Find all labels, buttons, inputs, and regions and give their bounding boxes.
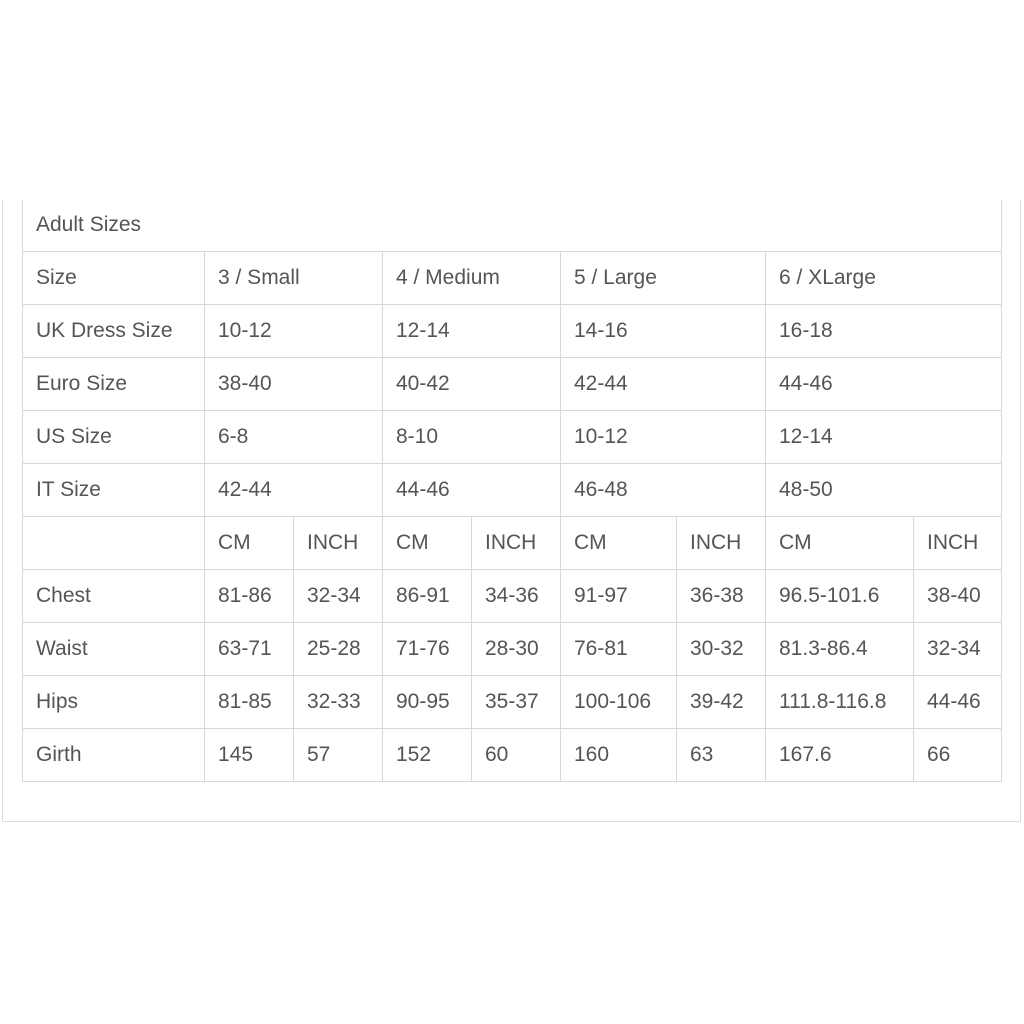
measure-cell: 86-91 [383, 569, 472, 622]
measure-cell: 63 [677, 728, 766, 781]
measure-cell: 167.6 [766, 728, 914, 781]
size-cell: 12-14 [383, 304, 561, 357]
measure-cell: 32-33 [294, 675, 383, 728]
row-label: IT Size [23, 463, 205, 516]
size-cell: 10-12 [561, 410, 766, 463]
size-cell: 14-16 [561, 304, 766, 357]
measure-cell: 66 [914, 728, 1002, 781]
measure-cell: 81-85 [205, 675, 294, 728]
size-cell: 46-48 [561, 463, 766, 516]
row-label: Euro Size [23, 357, 205, 410]
size-cell: 44-46 [766, 357, 1002, 410]
unit-header-cell: INCH [677, 516, 766, 569]
table-caption-row [23, 200, 1002, 251]
measure-cell: 25-28 [294, 622, 383, 675]
unit-header-cell: INCH [294, 516, 383, 569]
size-cell: 10-12 [205, 304, 383, 357]
measure-cell: 30-32 [677, 622, 766, 675]
measure-cell: 60 [472, 728, 561, 781]
measure-cell: 32-34 [914, 622, 1002, 675]
measure-cell: 32-34 [294, 569, 383, 622]
size-cell: 16-18 [766, 304, 1002, 357]
measure-cell: 111.8-116.8 [766, 675, 914, 728]
unit-header-cell: CM [383, 516, 472, 569]
measure-cell: 160 [561, 728, 677, 781]
measure-row [23, 728, 1002, 781]
row-label: US Size [23, 410, 205, 463]
measure-row [23, 569, 1002, 622]
size-cell: 42-44 [205, 463, 383, 516]
size-cell: 8-10 [383, 410, 561, 463]
measure-cell: 38-40 [914, 569, 1002, 622]
measure-cell: 39-42 [677, 675, 766, 728]
unit-header-cell: INCH [914, 516, 1002, 569]
size-row [23, 463, 1002, 516]
size-row [23, 251, 1002, 304]
size-cell: 6 / XLarge [766, 251, 1002, 304]
measure-cell: 35-37 [472, 675, 561, 728]
measure-cell: 81.3-86.4 [766, 622, 914, 675]
measure-cell: 36-38 [677, 569, 766, 622]
measure-cell: 34-36 [472, 569, 561, 622]
size-cell: 48-50 [766, 463, 1002, 516]
measure-cell: 57 [294, 728, 383, 781]
size-cell: 12-14 [766, 410, 1002, 463]
row-label: Waist [23, 622, 205, 675]
measure-cell: 90-95 [383, 675, 472, 728]
unit-header-row [23, 516, 1002, 569]
measure-cell: 152 [383, 728, 472, 781]
size-cell: 40-42 [383, 357, 561, 410]
unit-header-label [23, 516, 205, 569]
measure-cell: 96.5-101.6 [766, 569, 914, 622]
measure-cell: 63-71 [205, 622, 294, 675]
measure-cell: 100-106 [561, 675, 677, 728]
measure-cell: 81-86 [205, 569, 294, 622]
size-cell: 3 / Small [205, 251, 383, 304]
unit-header-cell: CM [205, 516, 294, 569]
measure-cell: 76-81 [561, 622, 677, 675]
row-label: Girth [23, 728, 205, 781]
measure-cell: 28-30 [472, 622, 561, 675]
measure-cell: 145 [205, 728, 294, 781]
measure-cell: 44-46 [914, 675, 1002, 728]
measure-cell: 71-76 [383, 622, 472, 675]
size-cell: 4 / Medium [383, 251, 561, 304]
size-cell: 6-8 [205, 410, 383, 463]
size-row [23, 410, 1002, 463]
size-cell: 44-46 [383, 463, 561, 516]
size-cell: 38-40 [205, 357, 383, 410]
size-row [23, 304, 1002, 357]
size-cell: 42-44 [561, 357, 766, 410]
row-label: UK Dress Size [23, 304, 205, 357]
measure-cell: 91-97 [561, 569, 677, 622]
row-label: Chest [23, 569, 205, 622]
size-chart-table [22, 200, 1002, 782]
table-caption: Adult Sizes [23, 200, 1002, 251]
row-label: Hips [23, 675, 205, 728]
unit-header-cell: INCH [472, 516, 561, 569]
size-cell: 5 / Large [561, 251, 766, 304]
measure-row [23, 675, 1002, 728]
size-row [23, 357, 1002, 410]
row-label: Size [23, 251, 205, 304]
unit-header-cell: CM [766, 516, 914, 569]
unit-header-cell: CM [561, 516, 677, 569]
measure-row [23, 622, 1002, 675]
